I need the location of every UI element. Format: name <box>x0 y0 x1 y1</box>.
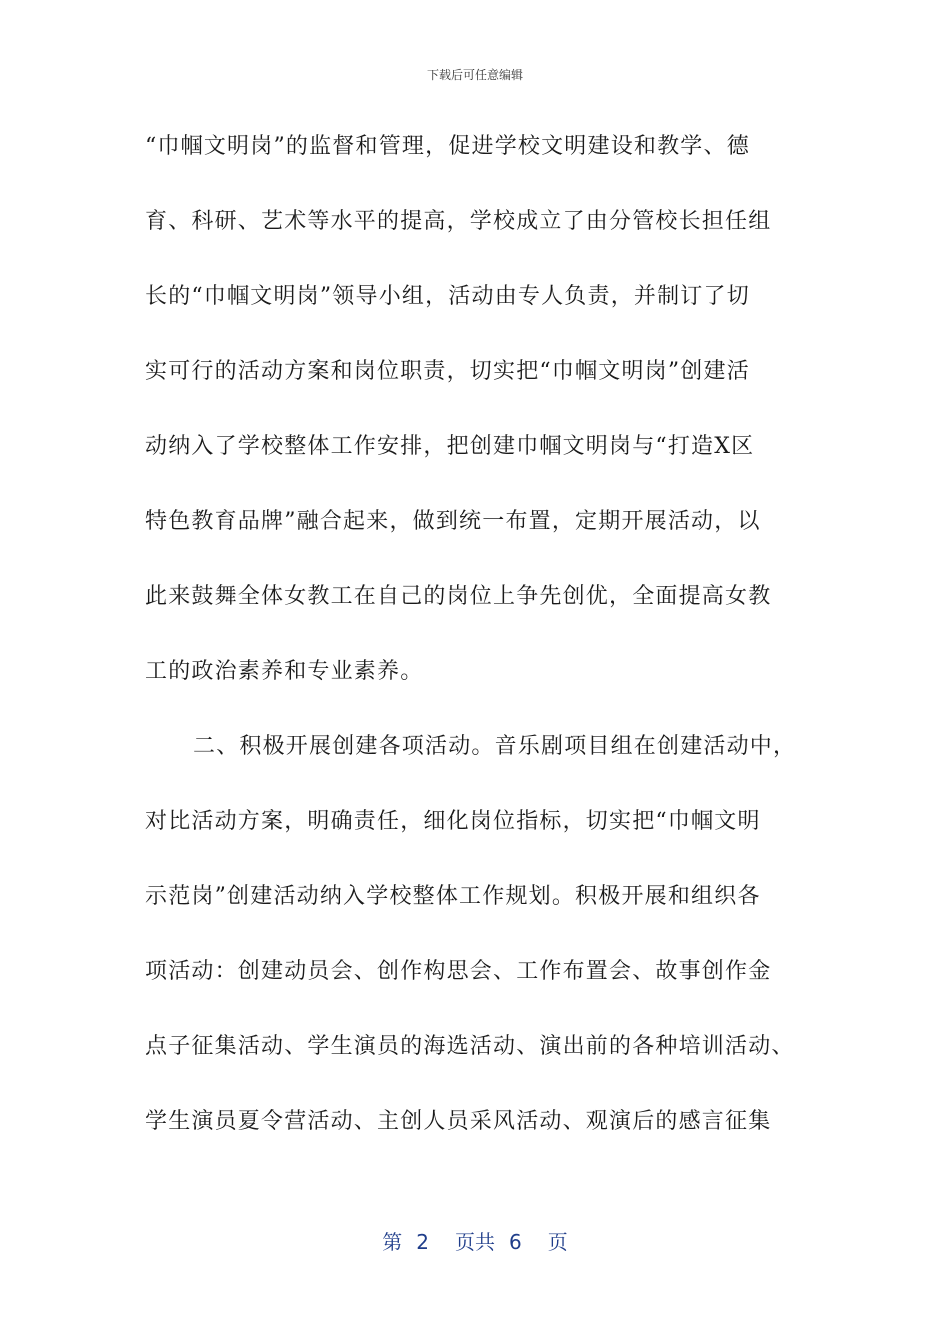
paragraph-line: 点子征集活动、学生演员的海选活动、演出前的各种培训活动、 <box>145 1034 795 1059</box>
paragraph-line: 实可行的活动方案和岗位职责，切实把“巾帼文明岗”创建活 <box>145 359 750 384</box>
page-prefix: 第 <box>382 1230 403 1254</box>
page-footer <box>0 1226 950 1255</box>
paragraph-line: 育、科研、艺术等水平的提高，学校成立了由分管校长担任组 <box>145 209 772 234</box>
document-body <box>145 126 815 1176</box>
paragraph-line: “巾帼文明岗”的监督和管理，促进学校文明建设和教学、德 <box>145 134 750 159</box>
paragraph-line: 示范岗”创建活动纳入学校整体工作规划。积极开展和组织各 <box>145 884 761 909</box>
paragraph-line: 长的“巾帼文明岗”领导小组，活动由专人负责，并制订了切 <box>145 284 750 309</box>
page-number: 2 <box>416 1230 429 1254</box>
paragraph-line: 学生演员夏令营活动、主创人员采风活动、观演后的感言征集 <box>145 1109 772 1134</box>
paragraph-line: 此来鼓舞全体女教工在自己的岗位上争先创优，全面提高女教 <box>145 584 772 609</box>
paragraph-line: 二、积极开展创建各项活动。音乐剧项目组在创建活动中， <box>193 734 797 759</box>
total-pages: 6 <box>509 1230 522 1254</box>
page-mid: 页共 <box>455 1230 495 1254</box>
page-suffix: 页 <box>547 1230 568 1254</box>
page-header: 下载后可任意编辑 <box>426 68 523 82</box>
paragraph-line: 动纳入了学校整体工作安排，把创建巾帼文明岗与“打造X区 <box>145 434 755 459</box>
paragraph-line: 工的政治素养和专业素养。 <box>145 659 424 684</box>
paragraph-line: 项活动：创建动员会、创作构思会、工作布置会、故事创作金 <box>145 959 772 984</box>
paragraph-line: 特色教育品牌”融合起来，做到统一布置，定期开展活动，以 <box>145 509 761 534</box>
paragraph-line: 对比活动方案，明确责任，细化岗位指标，切实把“巾帼文明 <box>145 809 761 834</box>
